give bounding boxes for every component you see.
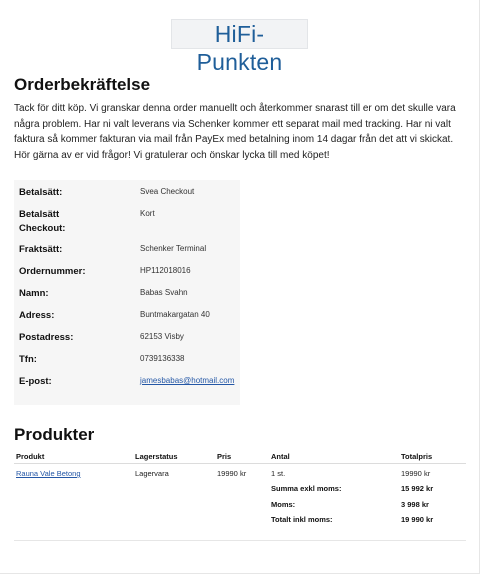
- col-header-total: Totalpris: [401, 452, 433, 461]
- vat-value: 3 998 kr: [401, 500, 429, 509]
- col-header-price: Pris: [217, 452, 232, 461]
- order-details-box: [14, 180, 240, 405]
- detail-value: Buntmakargatan 40: [140, 310, 210, 319]
- products-title: Produkter: [14, 425, 95, 444]
- detail-label: Fraktsätt:: [19, 244, 63, 255]
- subtotal-value: 15 992 kr: [401, 484, 434, 493]
- detail-value: Kort: [140, 209, 155, 218]
- subtotal-label: Summa exkl moms:: [271, 484, 342, 493]
- col-header-stock: Lagerstatus: [135, 452, 178, 461]
- vat-label: Moms:: [271, 500, 296, 509]
- detail-label: E-post:: [19, 376, 52, 387]
- stock-cell: Lagervara: [135, 469, 169, 478]
- detail-value: 62153 Visby: [140, 332, 184, 341]
- detail-label: Namn:: [19, 288, 49, 299]
- grand-total-label: Totalt inkl moms:: [271, 515, 333, 524]
- product-link[interactable]: Rauna Vale Betong: [16, 469, 81, 478]
- detail-value: HP112018016: [140, 266, 191, 275]
- detail-value: Babas Svahn: [140, 288, 188, 297]
- email-link[interactable]: jamesbabas@hotmail.com: [140, 376, 235, 385]
- intro-text: Tack för ditt köp. Vi granskar denna order manuellt och återkommer snarast till er om det skulle vara några problem. Har ni valt leverans via Schenker kommer ett separat mail med tracking. Har ni valt faktura så kommer fakturan via mail från PayEx med betalning inom 14 dagar från det att vi skickat. Hör gärna av er vid frågor! Vi gratulerar och önskar lycka till med köpet!: [14, 103, 456, 161]
- detail-label: Betalsätt:: [19, 187, 63, 198]
- detail-label: Betalsätt Checkout:: [19, 209, 66, 234]
- detail-value: Schenker Terminal: [140, 244, 207, 253]
- header-divider: [14, 463, 466, 464]
- col-header-qty: Antal: [271, 452, 290, 461]
- detail-value: Svea Checkout: [140, 187, 195, 196]
- price-cell: 19990 kr: [217, 469, 247, 478]
- detail-value: 0739136338: [140, 354, 185, 363]
- detail-label: Adress:: [19, 310, 55, 321]
- product-cell: [16, 469, 81, 478]
- grand-total-value: 19 990 kr: [401, 515, 434, 524]
- detail-label: Postadress:: [19, 332, 74, 343]
- qty-cell: 1 st.: [271, 469, 286, 478]
- total-cell: 19990 kr: [401, 469, 431, 478]
- store-logo[interactable]: HiFi-Punkten: [171, 19, 308, 49]
- detail-label: Ordernummer:: [19, 266, 86, 277]
- col-header-product: Produkt: [16, 452, 45, 461]
- detail-label: Tfn:: [19, 354, 37, 365]
- detail-value: [140, 375, 238, 387]
- footer-divider: [14, 540, 466, 541]
- order-confirmation-title: Orderbekräftelse: [14, 75, 151, 94]
